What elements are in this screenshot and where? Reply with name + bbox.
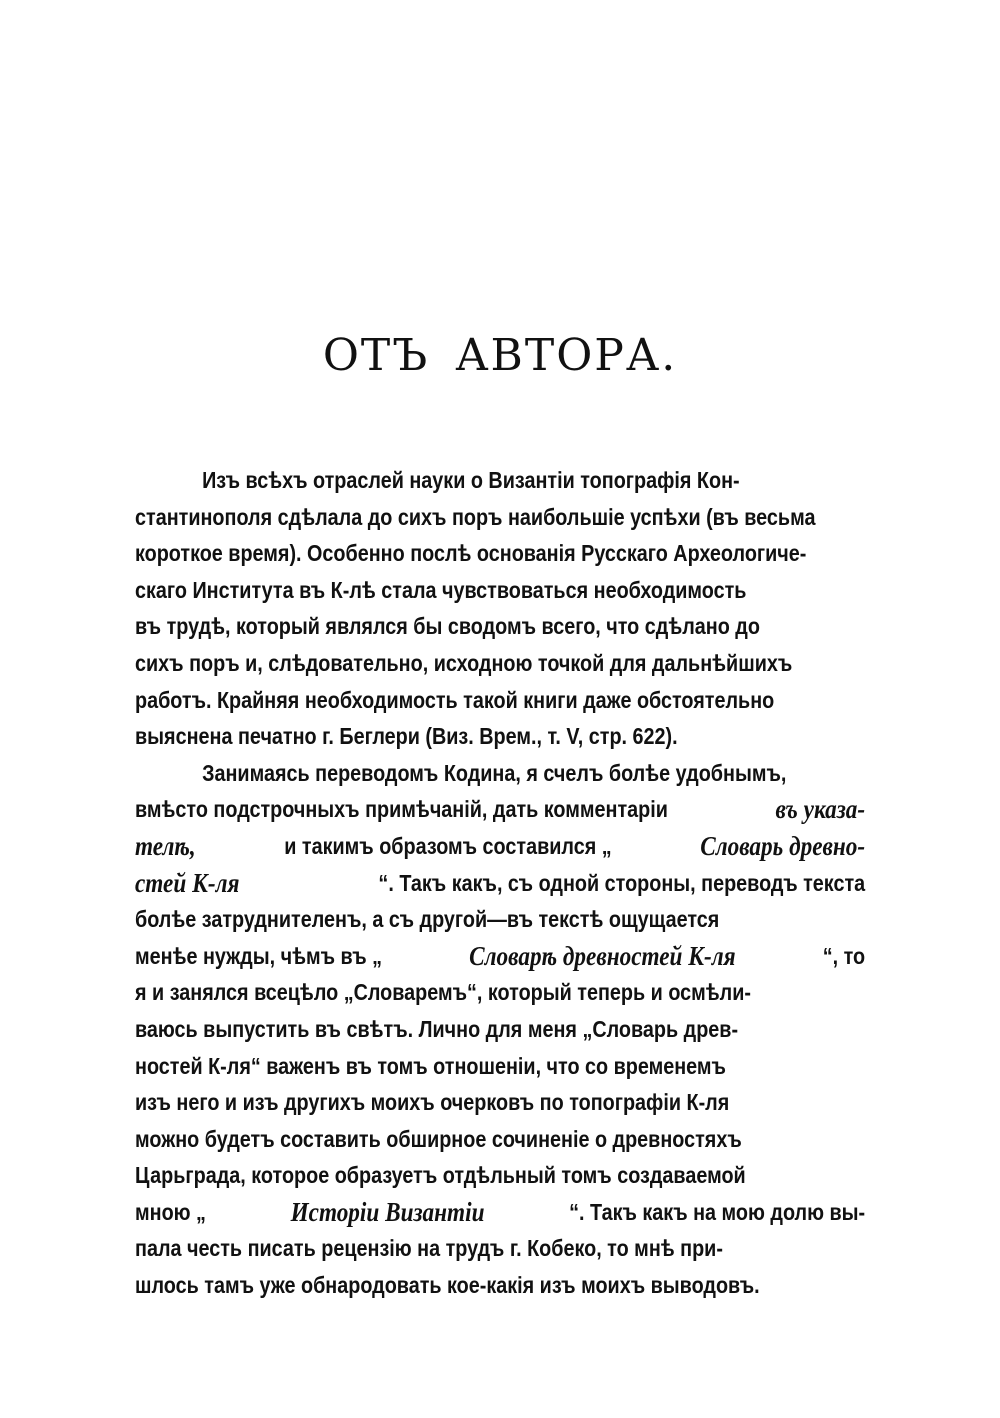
text-line: мною „ Исторіи Византіи “. Такъ какъ на мою долю вы-: [135, 1194, 865, 1231]
italic-text: Словарь древно-: [700, 830, 866, 861]
text-line: Занимаясь переводомъ Кодина, я счелъ болѣе удобнымъ,: [202, 759, 787, 786]
paragraph-1: [135, 462, 865, 755]
text-line: сихъ поръ и, слѣдовательно, исходною точкой для дальнѣйшихъ: [135, 649, 793, 676]
text-line: стей К-ля “. Такъ какъ, съ одной стороны, переводъ текста: [135, 865, 865, 902]
text-line: работъ. Крайняя необходимость такой книги даже обстоятельно: [135, 686, 775, 713]
italic-text: стей К-ля: [135, 867, 240, 898]
text-line: менѣе нужды, чѣмъ въ „ Словарѣ древностей К-ля “, то: [135, 938, 865, 975]
text-line: стантинополя сдѣлала до сихъ поръ наибольшіе успѣхи (въ весьма: [135, 503, 816, 530]
text-line: короткое время). Особенно послѣ основанія Русскаго Археологиче-: [135, 540, 807, 567]
text-line: я и занялся всецѣло „Словаремъ“, который теперь и осмѣли-: [135, 979, 751, 1006]
text-line: пала честь писать рецензію на трудъ г. Кобеко, то мнѣ при-: [135, 1235, 723, 1262]
text-line: Царьграда, которое образуетъ отдѣльный томъ создаваемой: [135, 1162, 746, 1189]
text-line: можно будетъ составить обширное сочиненіе о древностяхъ: [135, 1125, 742, 1152]
text-line: вмѣсто подстрочныхъ примѣчаній, дать комментаріи въ указа-: [135, 791, 865, 828]
text-line: изъ него и изъ другихъ моихъ очерковъ по топографіи К-ля: [135, 1089, 730, 1116]
text-line: шлось тамъ уже обнародовать кое-какія изъ моихъ выводовъ.: [135, 1272, 760, 1299]
text-line: ваюсь выпустить въ свѣтъ. Лично для меня „Словарь древ-: [135, 1015, 739, 1042]
text-line: телѣ, и такимъ образомъ составился „ Словарь древно-: [135, 828, 865, 865]
text-line: въ трудѣ, который являлся бы сводомъ всего, что сдѣлано до: [135, 613, 760, 640]
title-word-1: ОТЪ: [322, 330, 430, 381]
preface-text: [135, 462, 865, 1304]
text-line: скаго Института въ К-лѣ стала чувствоваться необходимость: [135, 576, 747, 603]
italic-text: въ указа-: [775, 794, 866, 825]
text-line: Изъ всѣхъ отраслей науки о Византіи топографія Кон-: [202, 467, 740, 493]
text-line: ностей К-ля“ важенъ въ томъ отношеніи, что со временемъ: [135, 1052, 726, 1079]
title-word-2: АВТОРА.: [455, 330, 678, 381]
page-title: [0, 330, 1000, 381]
italic-text: Исторіи Византіи: [290, 1196, 485, 1227]
italic-text: Словарѣ древностей К-ля: [469, 940, 736, 971]
paragraph-2: [135, 755, 865, 1304]
italic-text: телѣ,: [135, 830, 196, 861]
text-line: болѣе затруднителенъ, а съ другой—въ текстѣ ощущается: [135, 906, 720, 933]
text-line: выяснена печатно г. Беглери (Виз. Врем., т. V, стр. 622).: [135, 723, 678, 750]
